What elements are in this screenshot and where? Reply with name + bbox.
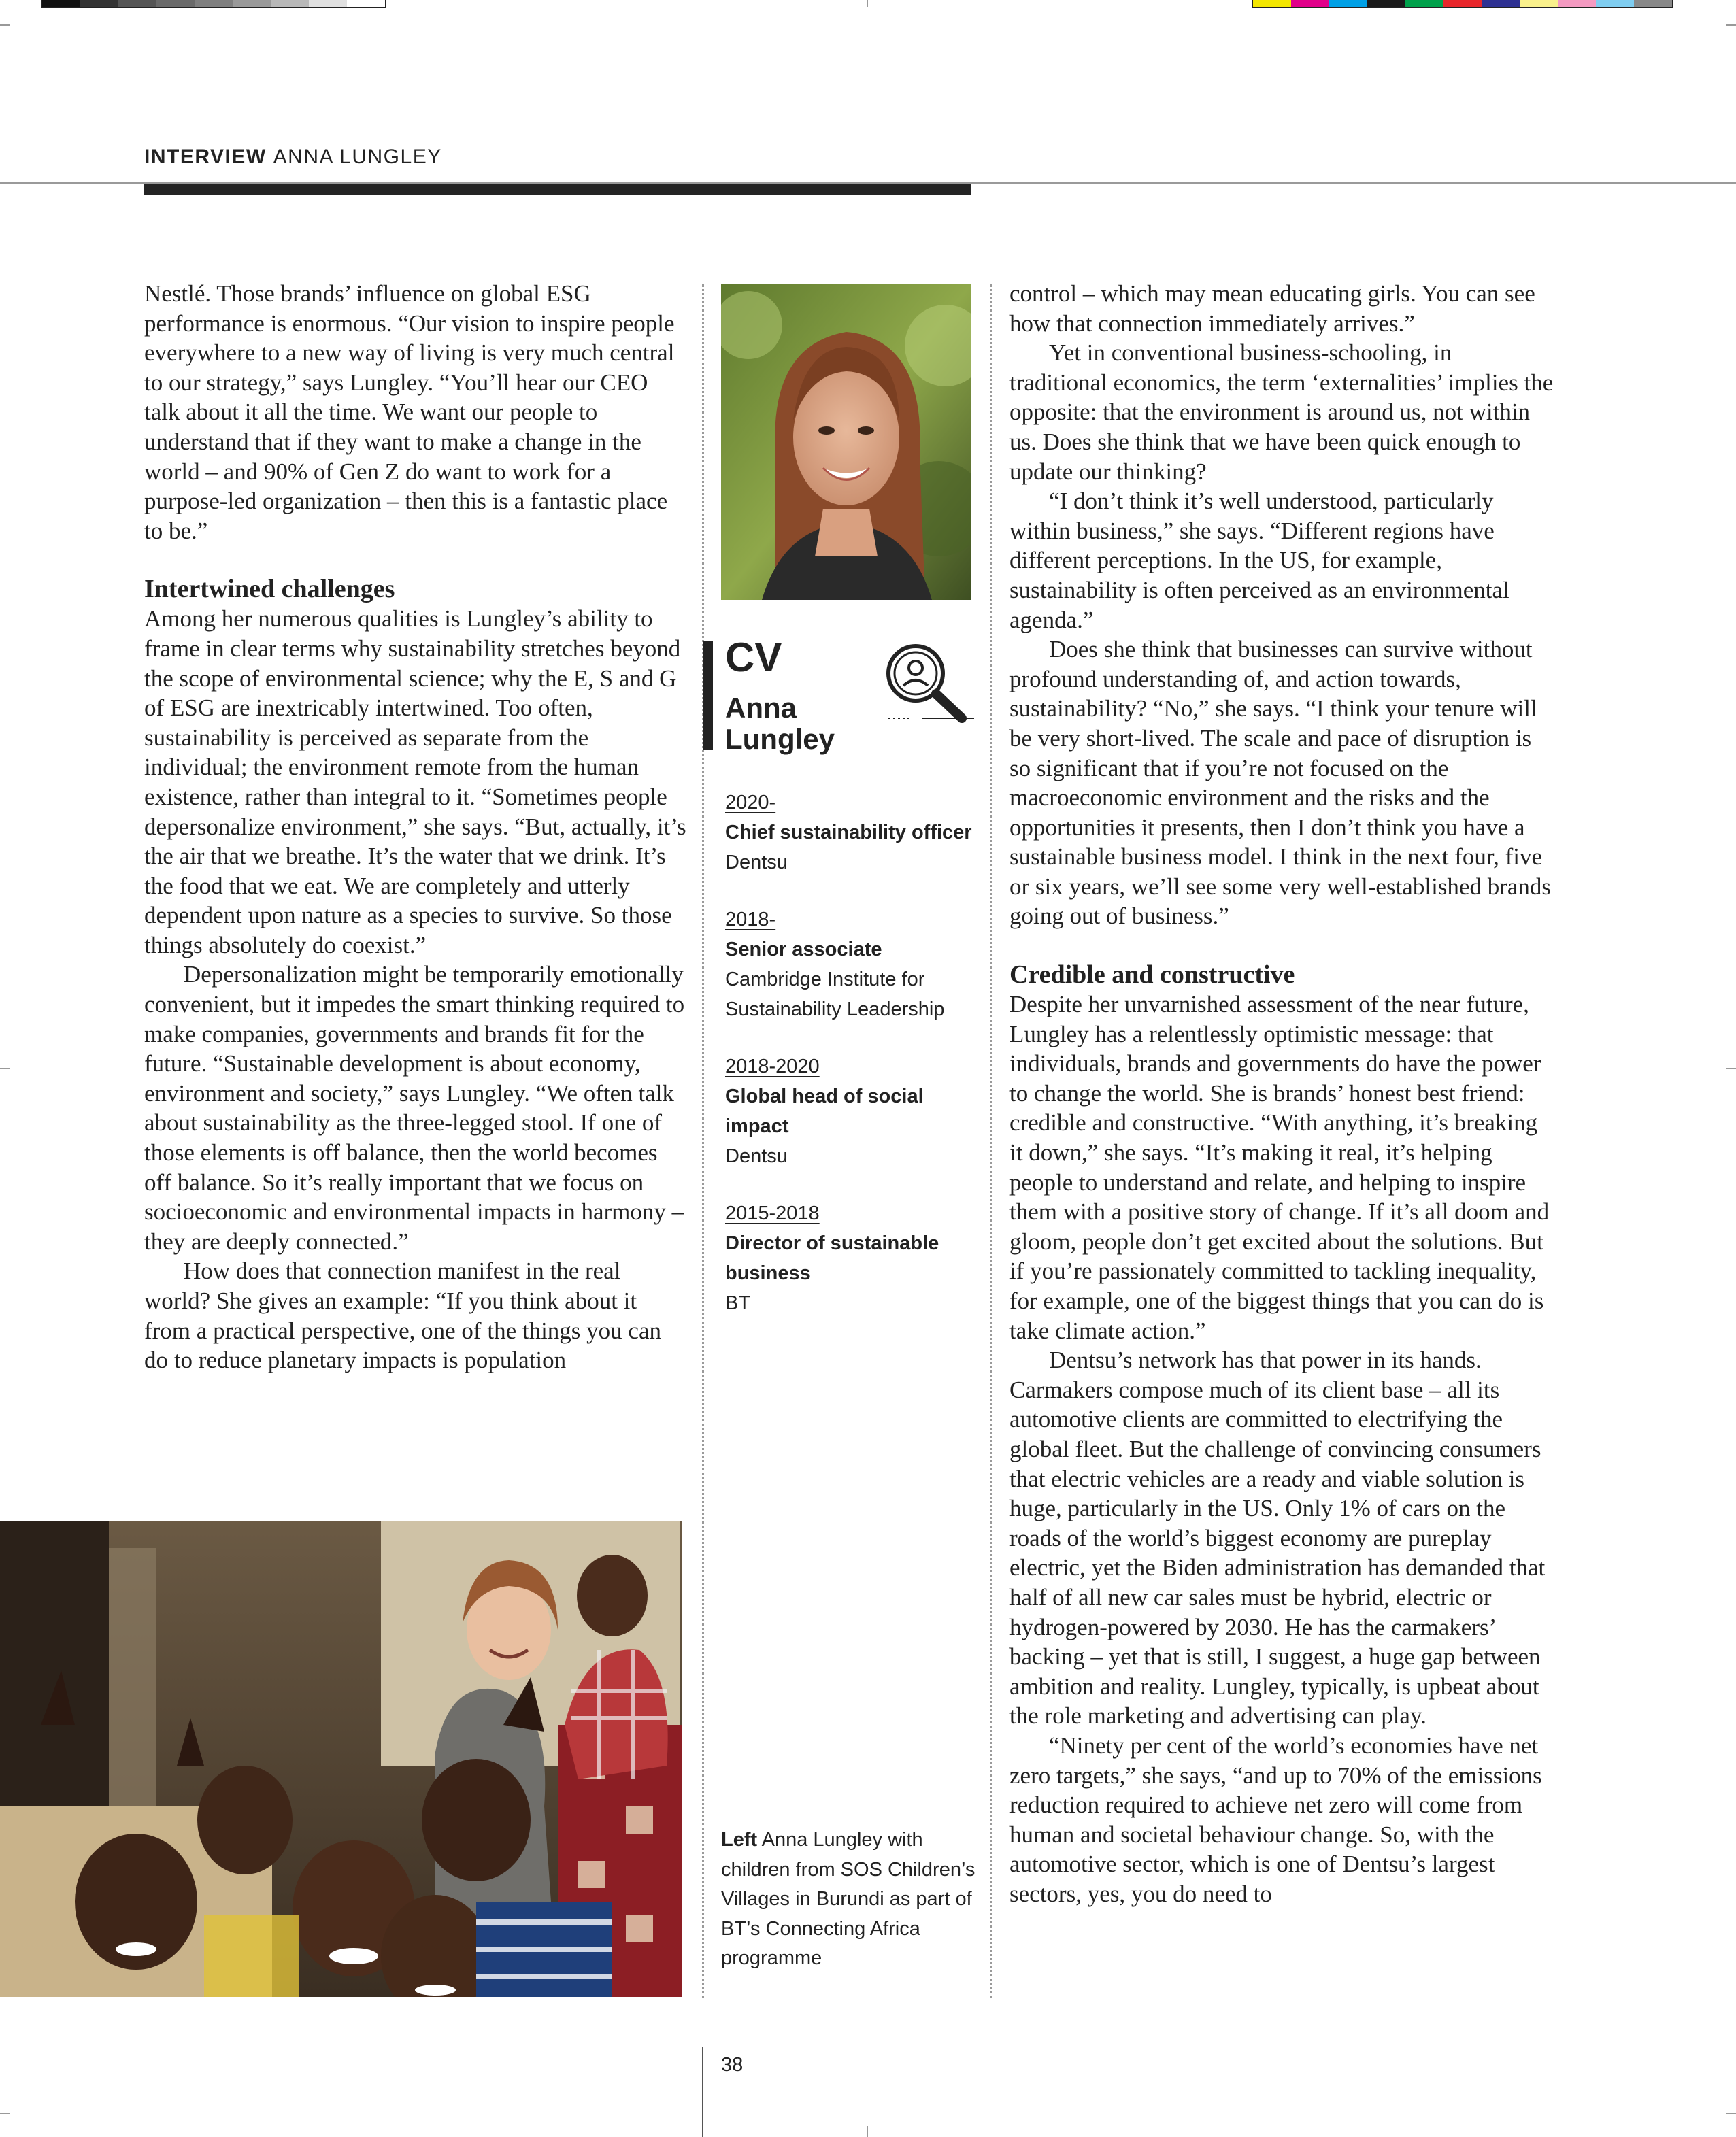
paragraph: Despite her unvarnished assessment of the near future, Lungley has a relentlessly optimistic message: that individuals, brands and governments do have the power to change the world. She is brands’ honest best friend: credible and constructive. “With anything, it’s breaking it down,” she says. “It’s making it real, it’s helping people to understand and relate, and helping to inspire them with a positive story of change. If it’s all doom and gloom, people don’t get excited about the solutions. But if you’re passionately committed to tackling inequality, for example, one of the biggest things that you can do is take climate action.” bbox=[1009, 991, 1550, 1344]
children-group-photo bbox=[0, 1521, 682, 1997]
cv-organization: Cambridge Institute for Sustainability Leadership bbox=[725, 969, 945, 1020]
paragraph: Among her numerous qualities is Lungley’s ability to frame in clear terms why sustainability stretches beyond the scope of environmental science; why the E, S and G of ESG are inextricably intertwined. Too often, sustainability is perceived as separate from the individual; the environment remote from the human existence, rather than integral to it. “Sometimes people depersonalize environment,” she says. “But, actually, it’s the air that we breathe. It’s the water that we drink. It’s the food that we eat. We are completely and utterly dependent upon nature as a species to survive. So those things absolutely do coexist.” bbox=[144, 605, 686, 958]
paragraph: “Ninety per cent of the world’s economies have net zero targets,” she says, “and up to 70% of the emissions reduction required to achieve net zero will come from human and societal behaviour change. So, with the automotive sector, which is one of Dentsu’s largest sectors, yes, you do need to bbox=[1009, 1732, 1542, 1907]
section-header bbox=[144, 146, 442, 169]
crop-mark bbox=[867, 2126, 868, 2137]
cv-accent-bar bbox=[703, 641, 713, 750]
cv-years: 2015-2018 bbox=[725, 1202, 820, 1224]
crop-mark bbox=[0, 24, 10, 26]
cv-years: 2020- bbox=[725, 792, 776, 813]
caption-label: Left bbox=[721, 1829, 758, 1851]
paragraph: Dentsu’s network has that power in its hands. Carmakers compose much of its client base – all its automotive clients are committed to electrifying the global fleet. But the challenge of convincing consumers that electric vehicles are a ready and viable solution is huge, particularly in the US. Only 1% of cars on the roads of the world’s biggest economy are pureplay electric, yet the Biden administration has demanded that half of all new car sales must be hybrid, electric or hydrogen-powered by 2030. He has the carmakers’ backing – yet that is still, I suggest, a huge gap between ambition and reality. Lungley, typically, is upbeat about the role marketing and advertising can play. bbox=[1009, 1347, 1546, 1730]
cv-entry bbox=[725, 1198, 984, 1318]
article-column-1 bbox=[144, 279, 688, 1375]
article-column-3 bbox=[1009, 279, 1554, 1908]
registration-grayscale-bar bbox=[41, 0, 386, 8]
crop-mark bbox=[1726, 1068, 1736, 1069]
paragraph: Nestlé. Those brands’ influence on global ESG performance is enormous. “Our vision to inspire people everywhere to a new way of living is very much central to our strategy,” says Lungley. “You’ll hear our CEO talk about it all the time. We want our people to understand that if they want to make a change in the world – and 90% of Gen Z do want to work for a purpose-led organization – then this is a fantastic place to be.” bbox=[144, 280, 675, 544]
photo-caption bbox=[721, 1825, 980, 1974]
cv-organization: BT bbox=[725, 1292, 751, 1314]
section-heading: Credible and constructive bbox=[1009, 960, 1295, 990]
paragraph: control – which may mean educating girls. You can see how that connection immediately arrives.” bbox=[1009, 280, 1535, 337]
paragraph: Does she think that businesses can survive without profound understanding of, and action towards, sustainability? “No,” she says. “I think your tenure will be very short-lived. The scale and pace of disruption is so significant that if you’re not focused on the macroeconomic environment and the risks and the opportunities it presents, then I don’t think you have a sustainable business model. I think in the next four, five or six years, we’ll see some very well-established brands going out of business.” bbox=[1009, 636, 1552, 930]
cv-title: CV bbox=[725, 635, 782, 680]
page-number-rule bbox=[702, 2047, 703, 2137]
column-divider bbox=[990, 284, 992, 1998]
cv-role: Director of sustainable business bbox=[725, 1232, 939, 1284]
crop-mark bbox=[867, 0, 868, 7]
crop-mark bbox=[1726, 2113, 1736, 2114]
paragraph: How does that connection manifest in the real world? She gives an example: “If you think about it from a practical perspective, one of the things you can do to reduce planetary impacts is population bbox=[144, 1258, 661, 1374]
cv-entry bbox=[725, 788, 984, 877]
crop-mark bbox=[0, 1068, 10, 1069]
cv-role: Global head of social impact bbox=[725, 1086, 924, 1137]
cv-entry bbox=[725, 1051, 984, 1171]
section-heading: Intertwined challenges bbox=[144, 575, 395, 604]
cv-organization: Dentsu bbox=[725, 1145, 788, 1167]
cv-role: Chief sustainability officer bbox=[725, 822, 972, 843]
profile-search-icon bbox=[882, 639, 974, 728]
cv-years: 2018- bbox=[725, 909, 776, 930]
cv-entry bbox=[725, 905, 984, 1024]
cv-organization: Dentsu bbox=[725, 852, 788, 873]
paragraph: Depersonalization might be temporarily emotionally convenient, but it impedes the smart thinking required to make companies, governments and brands fit for the future. “Sustainable development is about economy, environment and society,” says Lungley. “We often talk about sustainability as the three-legged stool. If one of those elements is off balance, then the world becomes off balance. So it’s really important that we focus on socioeconomic and environmental impacts in harmony – they are deeply connected.” bbox=[144, 961, 685, 1255]
page-number: 38 bbox=[721, 2054, 744, 2076]
column-divider bbox=[702, 284, 704, 1998]
cv-role: Senior associate bbox=[725, 939, 882, 960]
caption-text: Anna Lungley with children from SOS Children’s Villages in Burundi as part of BT’s Connecting Africa programme bbox=[721, 1829, 975, 1970]
paragraph: “I don’t think it’s well understood, particularly within business,” she says. “Different regions have different perceptions. In the US, for example, sustainability is often perceived as an environmental agenda.” bbox=[1009, 488, 1509, 633]
cv-name: Anna Lungley bbox=[725, 692, 835, 755]
section-label: INTERVIEW bbox=[144, 146, 267, 168]
portrait-photo bbox=[721, 284, 971, 600]
crop-mark bbox=[1726, 24, 1736, 26]
cv-years: 2018-2020 bbox=[725, 1056, 820, 1077]
header-bar bbox=[144, 184, 971, 195]
paragraph: Yet in conventional business-schooling, in traditional economics, the term ‘externalities’ implies the opposite: that the environment is around us, not within us. Does she think that we have been quick enough to update our thinking? bbox=[1009, 339, 1554, 485]
registration-color-bar bbox=[1252, 0, 1673, 8]
cv-list bbox=[725, 788, 984, 1345]
crop-mark bbox=[0, 2113, 10, 2114]
section-subject: ANNA LUNGLEY bbox=[273, 146, 442, 168]
